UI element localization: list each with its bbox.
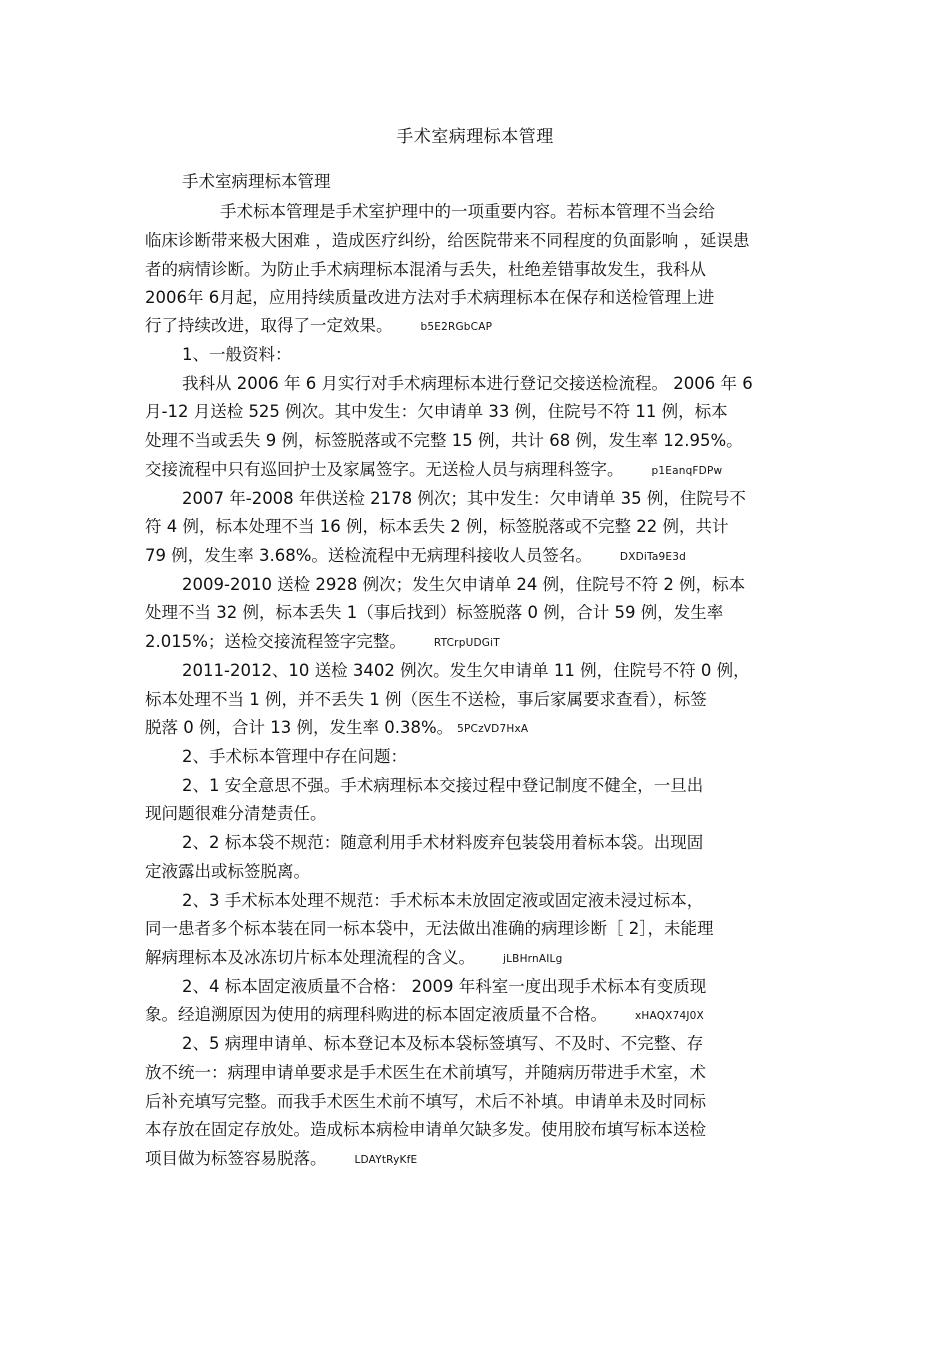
paragraph-line — [145, 690, 707, 710]
section-heading — [182, 345, 292, 365]
line-text: 象。经追溯原因为使用的病理科购进的标本固定液质量不合格。 — [145, 1005, 607, 1024]
line-text: 我科从 2006 年 6 月实行对手术病理标本进行登记交接送检流程。 2006 年 6 — [182, 374, 753, 393]
paragraph-line — [145, 1092, 706, 1112]
line-text: 2、1 安全意思不强。手术病理标本交接过程中登记制度不健全，一旦出 — [182, 776, 704, 795]
line-text: 同一患者多个标本装在同一标本袋中，无法做出准确的病理诊断［ 2］，未能理 — [145, 919, 714, 938]
paragraph-line — [145, 1120, 706, 1140]
paragraph-line — [182, 661, 750, 681]
line-text: 2009-2010 送检 2928 例次；发生欠申请单 24 例，住院号不符 2 例，标本 — [182, 575, 746, 594]
line-text: 现问题很难分清楚责任。 — [145, 804, 327, 823]
line-text: 标本处理不当 1 例，并不丢失 1 例（医生不送检，事后家属要求查看），标签 — [145, 690, 707, 709]
paragraph-line — [145, 1149, 417, 1170]
paragraph-line — [182, 833, 703, 853]
line-text: 处理不当 32 例，标本丢失 1（事后找到）标签脱落 0 例，合计 59 例，发生率 — [145, 603, 724, 622]
line-text: 月-12 月送检 525 例次。其中发生：欠申请单 33 例，住院号不符 11 例，标本 — [145, 402, 728, 421]
paragraph-line — [182, 489, 746, 509]
line-text: 后补充填写完整。而我手术医生术前不填写，术后不补填。申请单未及时同标 — [145, 1092, 706, 1111]
line-text: 2006年 6月起，应用持续质量改进方法对手术病理标本在保存和送检管理上进 — [145, 288, 715, 307]
line-text: 符 4 例，标本处理不当 16 例，标本丢失 2 例，标签脱落或不完整 22 例，共计 — [145, 517, 729, 536]
watermark-code: 5PCzVD7HxA — [457, 723, 529, 735]
line-text: 脱落 0 例，合计 13 例，发生率 0.38%。 — [145, 718, 454, 737]
line-text: 定液露出或标签脱离。 — [145, 862, 310, 881]
line-text: 2、2 标本袋不规范：随意利用手术材料废弃包装袋用着标本袋。出现固 — [182, 833, 704, 852]
paragraph-line — [182, 374, 753, 394]
line-text: 放不统一：病理申请单要求是手术医生在术前填写，并随病历带进手术室，术 — [145, 1063, 706, 1082]
watermark-code: jLBHrnAILg — [503, 953, 563, 965]
line-text: 2007 年-2008 年供送检 2178 例次；其中发生：欠申请单 35 例，住院号不 — [182, 489, 746, 508]
line-text: 1、一般资料： — [182, 345, 292, 364]
paragraph-line — [182, 1034, 703, 1054]
document-title: 手术室病理标本管理 — [396, 127, 554, 147]
paragraph-line — [145, 1063, 706, 1083]
paragraph-line — [145, 603, 723, 623]
line-text: 解病理标本及冰冻切片标本处理流程的含义。 — [145, 948, 475, 967]
paragraph-line — [145, 919, 714, 939]
section-heading — [182, 747, 407, 767]
line-text: 项目做为标签容易脱落。 — [145, 1149, 327, 1168]
paragraph-line — [182, 776, 703, 796]
paragraph-line — [145, 546, 686, 567]
paragraph-line — [145, 862, 310, 882]
paragraph-line — [145, 288, 714, 308]
paragraph-line — [220, 202, 715, 222]
line-text: 手术室病理标本管理 — [182, 172, 331, 191]
line-text: 者的病情诊断。为防止手术病理标本混淆与丢失，杜绝差错事故发生，我科从 — [145, 260, 706, 279]
line-text: 2、手术标本管理中存在问题： — [182, 747, 407, 766]
line-text: 交接流程中只有巡回护士及家属签字。无送检人员与病理科签字。 — [145, 460, 624, 479]
line-text: 处理不当或丢失 9 例，标签脱落或不完整 15 例，共计 68 例，发生率 12.95%。 — [145, 431, 743, 450]
paragraph-line — [182, 977, 706, 997]
watermark-code: RTCrpUDGiT — [433, 637, 500, 649]
line-text: 79 例，发生率 3.68%。送检流程中无病理科接收人员签名。 — [145, 546, 592, 565]
line-text: 行了持续改进，取得了一定效果。 — [145, 316, 393, 335]
line-text: 临床诊断带来极大困难 ，造成医疗纠纷，给医院带来不同程度的负面影响 ，延误患 — [145, 231, 750, 250]
paragraph-line — [145, 231, 750, 251]
watermark-code: b5E2RGbCAP — [420, 321, 493, 333]
paragraph-line — [182, 575, 745, 595]
paragraph-line — [145, 1005, 704, 1026]
paragraph-line — [145, 632, 500, 653]
paragraph-line — [182, 891, 703, 911]
line-text: 手术标本管理是手术室护理中的一项重要内容。若标本管理不当会给 — [220, 202, 715, 221]
subtitle-line — [182, 172, 331, 192]
paragraph-line — [145, 402, 728, 422]
line-text: 本存放在固定存放处。造成标本病检申请单欠缺多发。使用胶布填写标本送检 — [145, 1120, 706, 1139]
watermark-code: p1EanqFDPw — [651, 465, 723, 477]
line-text: 2、5 病理申请单、标本登记本及标本袋标签填写、不及时、不完整、存 — [182, 1034, 704, 1053]
paragraph-line — [145, 316, 492, 337]
paragraph-line — [145, 804, 327, 824]
line-text: 2、4 标本固定液质量不合格： 2009 年科室一度出现手术标本有变质现 — [182, 977, 707, 996]
line-text: 2.015%；送检交接流程签字完整。 — [145, 632, 406, 651]
watermark-code: LDAYtRyKfE — [354, 1154, 418, 1166]
paragraph-line — [145, 948, 562, 969]
paragraph-line — [145, 260, 706, 280]
watermark-code: DXDiTa9E3d — [619, 551, 686, 563]
paragraph-line — [145, 517, 728, 537]
watermark-code: xHAQX74J0X — [635, 1010, 704, 1022]
paragraph-line — [145, 431, 743, 451]
paragraph-line — [145, 718, 528, 739]
paragraph-line — [145, 460, 722, 481]
line-text: 2、3 手术标本处理不规范：手术标本未放固定液或固定液未浸过标本， — [182, 891, 704, 910]
line-text: 2011-2012、10 送检 3402 例次。发生欠申请单 11 例，住院号不符 0 例， — [182, 661, 750, 680]
